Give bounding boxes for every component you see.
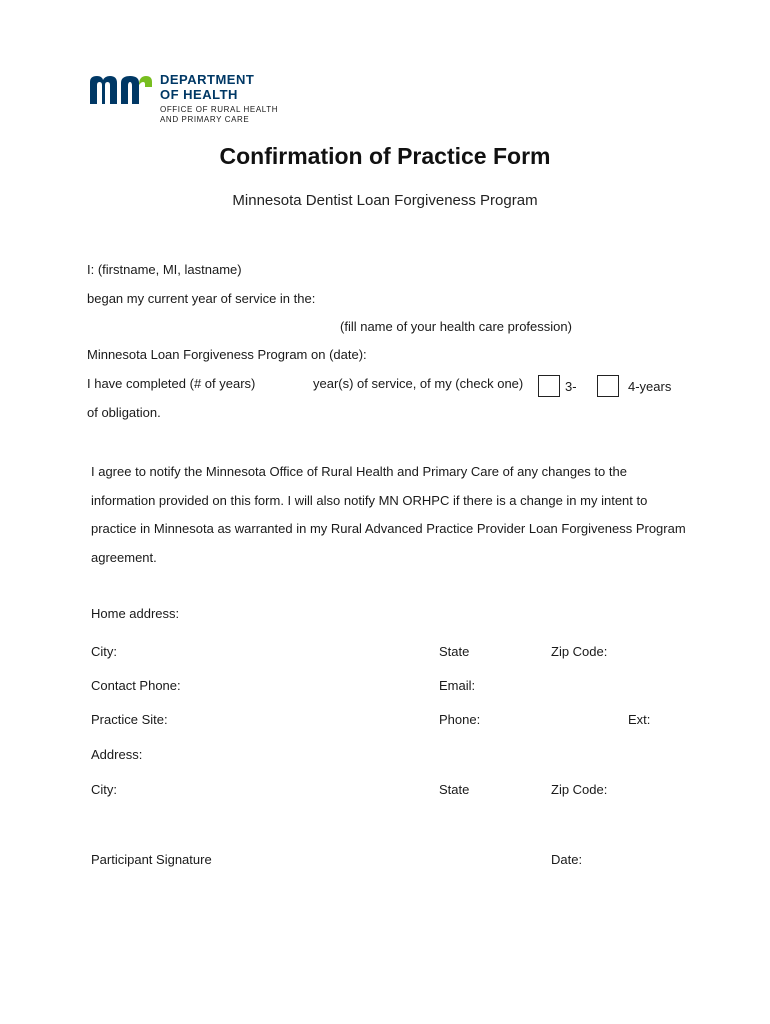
years-completed-label: I have completed (# of years) [87, 376, 256, 391]
mn-logo-icon [90, 74, 152, 104]
practice-site-label: Practice Site: [91, 712, 168, 727]
logo-health-text: OF HEALTH [160, 87, 238, 102]
home-state-label: State [439, 644, 470, 659]
practice-address-label: Address: [91, 747, 143, 762]
home-city-label: City: [91, 644, 117, 659]
practice-phone-label: Phone: [439, 712, 481, 727]
service-label: year(s) of service, of my (check one) [313, 376, 524, 391]
profession-hint: (fill name of your health care profession) [340, 319, 572, 334]
practice-zip-label: Zip Code: [551, 782, 608, 797]
program-date-label: Minnesota Loan Forgiveness Program on (date): [87, 347, 367, 362]
practice-city-label: City: [91, 782, 117, 797]
four-year-checkbox[interactable] [597, 375, 619, 397]
signature-date-label: Date: [551, 852, 583, 867]
logo-office-text: OFFICE OF RURAL HEALTH [160, 105, 279, 114]
four-year-label: 4-years [628, 379, 672, 394]
home-address-label: Home address: [91, 606, 180, 621]
mdh-logo [90, 70, 290, 126]
logo-department-text: DEPARTMENT [160, 72, 255, 87]
logo-primary-care-text: AND PRIMARY CARE [160, 115, 250, 124]
home-zip-label: Zip Code: [551, 644, 608, 659]
three-year-checkbox[interactable] [538, 375, 560, 397]
practice-state-label: State [439, 782, 470, 797]
email-label: Email: [439, 678, 476, 693]
obligation-label: of obligation. [87, 405, 161, 420]
three-year-label: 3- [565, 379, 577, 394]
name-label: I: (firstname, MI, lastname) [87, 262, 242, 277]
page-subtitle: Minnesota Dentist Loan Forgiveness Program [232, 192, 538, 209]
practice-ext-label: Ext: [628, 712, 651, 727]
signature-label: Participant Signature [91, 852, 212, 867]
page-title: Confirmation of Practice Form [219, 143, 551, 169]
agreement-paragraph: I agree to notify the Minnesota Office of Rural Health and Primary Care of any changes to the information provided on this form. I will also notify MN ORHPC if there is a change in my intent to practice in Minnesota as warranted in my Rural Advanced Practice Provider Loan Forgiveness Program agreement. [91, 464, 686, 565]
contact-phone-label: Contact Phone: [91, 678, 181, 693]
began-label: began my current year of service in the: [87, 291, 316, 306]
